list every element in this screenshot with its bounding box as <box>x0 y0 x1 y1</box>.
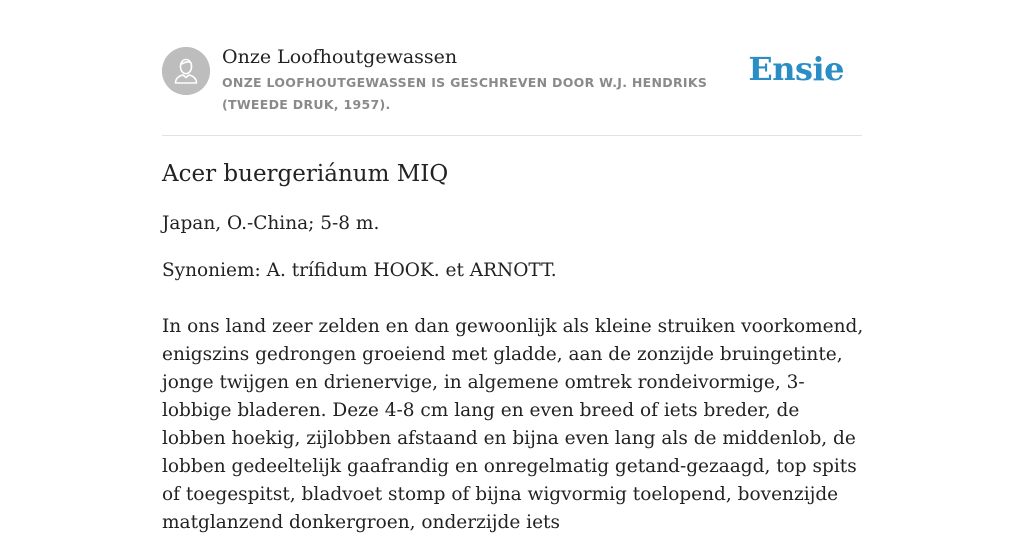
synonyms-text: Synoniem: A. trífidum HOOK. et ARNOTT. <box>162 260 557 281</box>
origin-text: Japan, O.-China; 5-8 m. <box>162 213 380 234</box>
book-subtitle: ONZE LOOFHOUTGEWASSEN IS GESCHREVEN DOOR W.J. HENDRIKS (TWEEDE DRUK, 1957). <box>222 75 708 112</box>
user-avatar-icon[interactable] <box>162 47 210 95</box>
article <box>162 158 866 537</box>
book-header <box>162 44 862 136</box>
header-divider <box>162 135 862 136</box>
article-title: Acer buergeriánum MIQ <box>162 161 449 187</box>
book-title[interactable]: Onze Loofhoutgewassen <box>222 46 458 68</box>
ensie-logo[interactable]: Ensie <box>748 50 844 88</box>
description-text: In ons land zeer zelden en dan gewoonlijk als kleine struiken voorkomend, enigszins gedrongen groeiend met gladde, aan de zonzijde bruingetinte, jonge twijgen en drienervige, in algemene omtrek rondeivormige, 3-lobbige bladeren. Deze 4-8 cm lang en even breed of iets breder, de lobben hoekig, zijlobben afstaand en bijna even lang als de middenlob, de lobben gedeeltelijk gaafrandig en onregelmatig getand-gezaagd, top spits of toegespitst, bladvoet stomp of bijna wigvormig toelopend, bovenzijde matglanzend donkergroen, onderzijde iets <box>162 316 864 533</box>
